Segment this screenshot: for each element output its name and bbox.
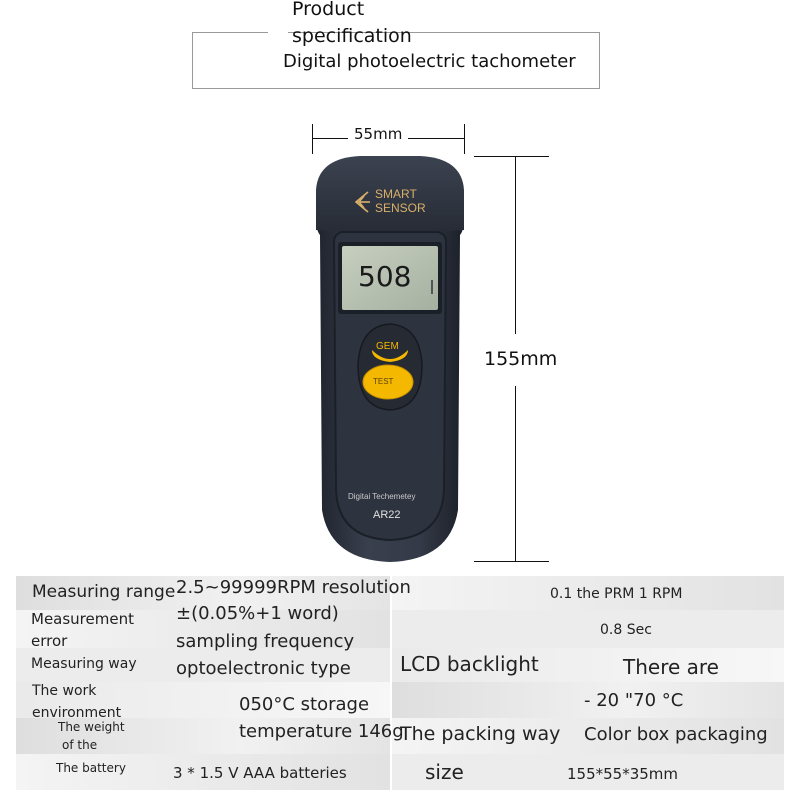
spec-row-bg-right [392, 610, 784, 648]
spec-value-measurement-error: ±(0.05%+1 word) [176, 603, 339, 624]
gem-button-label: GEM [376, 341, 399, 352]
spec-value-resolution: 0.1 the PRM 1 RPM [550, 586, 683, 602]
brand-text-line1: SMART [375, 187, 417, 201]
spec-label-measurement-error-2: error [31, 632, 68, 650]
test-button-label: TEST [373, 377, 394, 386]
width-dimension-label: 55mm [354, 125, 403, 143]
spec-label-measuring-way: Measuring way [31, 656, 137, 672]
spec-label-weight-1: The weight [58, 720, 125, 734]
tachometer-device-image [300, 150, 480, 570]
lcd-reading: 508 [358, 260, 412, 293]
spec-value-sampling-frequency: sampling frequency [176, 631, 355, 652]
spec-value-sampling: 0.8 Sec [600, 622, 652, 638]
height-marker-top-tick [474, 156, 549, 157]
spec-label-size: size [425, 760, 464, 784]
spec-value-lcd-backlight: There are [623, 655, 719, 679]
height-marker-line-top [515, 156, 516, 334]
spec-value-work-environment: 050°C storage [239, 694, 370, 715]
spec-value-battery: 3 * 1.5 V AAA batteries [173, 764, 347, 782]
spec-label-weight-2: of the [62, 738, 98, 752]
spec-value-measuring-range: 2.5~99999RPM resolution [176, 577, 411, 598]
spec-label-packing-way: The packing way [400, 723, 561, 745]
header-frame-gap [268, 28, 288, 36]
spec-label-lcd-backlight: LCD backlight [400, 652, 539, 676]
lcd-indicator [431, 280, 433, 294]
height-marker-line-bottom [515, 386, 516, 561]
spec-label-measuring-range: Measuring range [32, 582, 176, 602]
spec-label-measurement-error-1: Measurement [31, 610, 134, 628]
spec-label-work-environment-2: environment [32, 705, 122, 721]
height-dimension-label: 155mm [484, 348, 558, 370]
spec-value-size: 155*55*35mm [567, 765, 679, 783]
model-caption: Digitai Techemetey [348, 492, 416, 501]
model-number: AR22 [373, 509, 401, 521]
height-marker-bottom-tick [474, 561, 549, 562]
spec-label-work-environment-1: The work [32, 683, 97, 699]
spec-value-packing-way: Color box packaging [584, 724, 768, 745]
brand-text-line2: SENSOR [375, 201, 426, 215]
page-title-line1: Product [292, 0, 365, 20]
page-title-line2: specification [292, 25, 412, 47]
page-subtitle: Digital photoelectric tachometer [283, 51, 576, 72]
spec-label-battery: The battery [56, 761, 126, 775]
width-marker-line-right [408, 138, 464, 139]
spec-value-measuring-way: optoelectronic type [176, 658, 351, 679]
spec-value-storage-temperature: - 20 "70 °C [584, 690, 684, 711]
spec-value-weight: temperature 146g [239, 721, 404, 742]
width-marker-line-left [312, 138, 348, 139]
